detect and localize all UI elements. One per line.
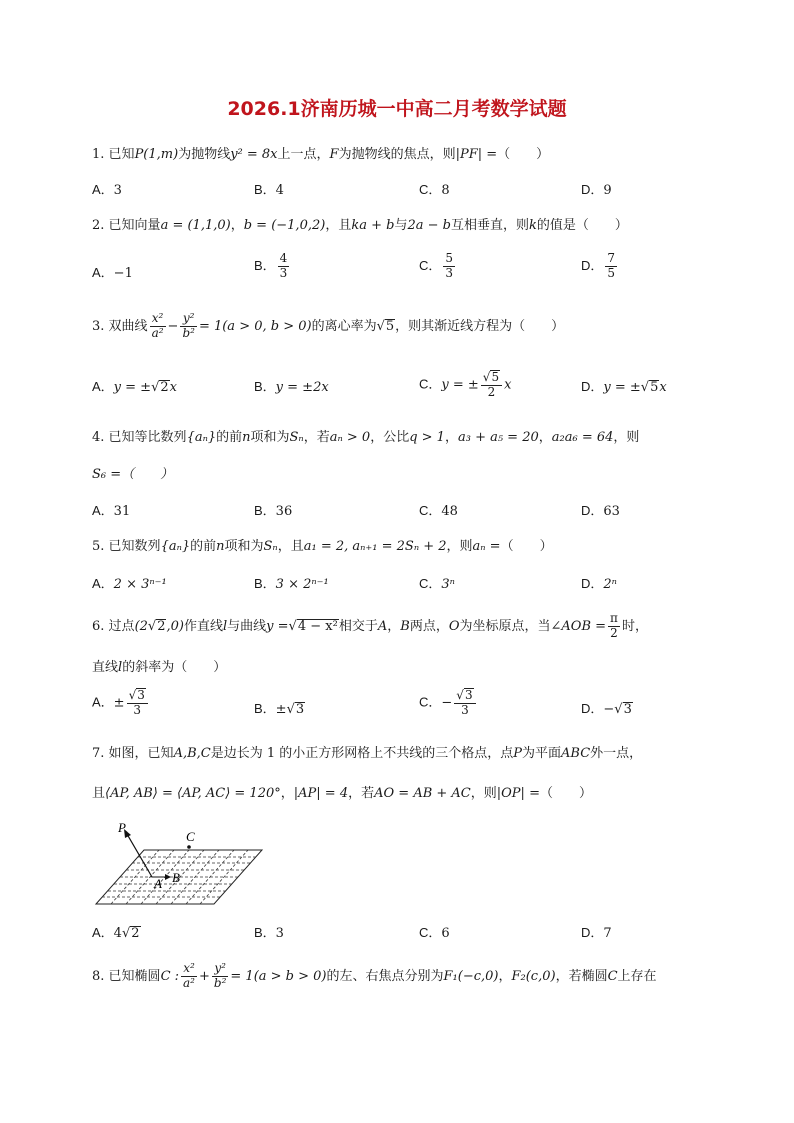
- q4-text: 的前: [216, 430, 243, 445]
- option-d: D．7: [581, 925, 612, 941]
- question-7-line2: 且⟨AP, AB⟩ = ⟨AP, AC⟩ = 120°，|AP| = 4，若AO = AB + AC，则|OP| =（ ）: [92, 786, 592, 801]
- option-a: A．2 × 3ⁿ⁻¹: [92, 576, 167, 592]
- option-c: C．3ⁿ: [419, 576, 455, 592]
- option-a: A．−1: [92, 265, 133, 281]
- grid-figure: [92, 820, 272, 912]
- q4-cond: a₂a₆ = 64: [551, 430, 614, 445]
- question-number: 1.: [92, 147, 105, 162]
- q5-cond: a₁ = 2, aₙ₊₁ = 2Sₙ + 2: [303, 539, 447, 554]
- q4-text: 已知等比数列: [108, 430, 187, 445]
- option-d: D．y = ±√5x: [581, 379, 667, 395]
- q4-line2: S₆ =（ ）: [92, 467, 174, 482]
- question-5: [92, 535, 553, 554]
- q1-curve: y² = 8x: [230, 147, 278, 162]
- q1-text: 已知: [108, 147, 135, 162]
- q4-cond: q > 1: [409, 430, 445, 445]
- question-3: 3. 双曲线 $\frac{\text{x²}}{\text{a²}}$ − $\frac{\text{y²}}{\text{b²}}$ = 1(a > 0, b > 0)的离心率为√5，则其渐近线方程为（ ）: [92, 311, 565, 340]
- q7-abs-ap: |AP| = 4: [293, 786, 349, 801]
- question-6: 6. 过点(2√2,0)作直线l与曲线y =√4 − x²相交于A，B两点，O为坐标原点，当∠AOB = $\frac{\pi}{2}$ 时，: [92, 611, 648, 640]
- q4-text: 项和为: [250, 430, 290, 445]
- q1-text: 上一点，: [277, 147, 330, 162]
- option-a: A．3: [92, 182, 122, 198]
- arrow-head-b: [165, 874, 171, 880]
- q5-text: ，且: [277, 539, 304, 554]
- q3-condition: = 1(a > 0, b > 0): [198, 318, 312, 334]
- q4-text: ，公比: [370, 430, 410, 445]
- question-number: 5.: [92, 539, 105, 554]
- option-c: C．6: [419, 925, 450, 941]
- q8-condition: = 1(a > b > 0): [230, 968, 327, 984]
- q3-root: 5: [385, 318, 395, 334]
- question-2: [92, 214, 628, 233]
- q2-expr: 2a − b: [407, 218, 451, 233]
- q2-k: k: [528, 218, 537, 233]
- q6-text: 相交于: [338, 618, 378, 634]
- q2-text: 已知向量: [108, 218, 161, 233]
- q4-text: ，则: [613, 430, 640, 445]
- question-number: 3.: [92, 318, 105, 334]
- q5-paren: （ ）: [500, 539, 553, 554]
- q8-focus-left: F₁(−c,0): [443, 968, 499, 984]
- q3-text: 双曲线: [108, 318, 148, 334]
- q2-text: 的值是（ ）: [536, 218, 628, 233]
- q2-text: ，且: [325, 218, 352, 233]
- q5-text: 的前: [190, 539, 217, 554]
- q2-vector-a: a = (1,1,0): [160, 218, 231, 233]
- option-a: A．y = ±√2x: [92, 379, 177, 395]
- q5-an: aₙ =: [472, 539, 501, 554]
- q1-paren: （ ）: [497, 147, 550, 162]
- option-d: D． $\frac{7}{5}$: [581, 251, 616, 280]
- q4-sum: Sₙ: [289, 430, 304, 445]
- q5-text: ，则: [446, 539, 473, 554]
- q2-text: 互相垂直，则: [450, 218, 529, 233]
- q6-text: 过点: [108, 618, 135, 634]
- question-4-line2: [92, 463, 173, 482]
- q2-text: 与: [394, 218, 408, 233]
- q6-text: 与曲线: [227, 618, 267, 634]
- q4-n: n: [242, 430, 251, 445]
- option-a: A．4√2: [92, 925, 140, 941]
- option-c: C．− $\frac{√3}{3}$: [419, 688, 478, 718]
- q3-text: ，则其渐近线方程为（ ）: [395, 318, 565, 334]
- question-7: 7. 如图，已知A,B,C是边长为 1 的小正方形网格上不共线的三个格点，点P为平面ABC外一点，: [92, 746, 643, 761]
- q1-focus: F: [329, 147, 339, 162]
- q8-focus-right: F₂(c,0): [511, 968, 556, 984]
- option-a: A．31: [92, 503, 131, 519]
- q6-text: 时，: [621, 618, 648, 634]
- q4-sequence: {aₙ}: [186, 430, 217, 445]
- question-number: 2.: [92, 218, 105, 233]
- q5-n: n: [216, 539, 225, 554]
- option-b: B．4: [254, 182, 284, 198]
- q7-angle: ⟨AP, AB⟩ = ⟨AP, AC⟩ = 120°: [105, 786, 281, 801]
- option-c: C．48: [419, 503, 458, 519]
- q4-text: ，: [444, 430, 458, 445]
- option-d: D．9: [581, 182, 612, 198]
- q7-vector-eq: AO = AB + AC: [374, 786, 471, 801]
- point-c: [187, 845, 191, 849]
- q4-text: ，若: [303, 430, 330, 445]
- q3-text: 的离心率为: [311, 318, 377, 334]
- option-b: B．y = ±2x: [254, 379, 329, 395]
- option-b: B．3: [254, 925, 284, 941]
- q1-text: 为抛物线: [178, 147, 231, 162]
- q4-text: ，: [538, 430, 552, 445]
- option-d: D．−√3: [581, 701, 632, 717]
- q1-abs: |PF| =: [455, 147, 498, 162]
- option-b: B． $\frac{4}{3}$: [254, 251, 288, 280]
- question-6-line2: 直线l的斜率为（ ）: [92, 660, 227, 675]
- q2-text: ，: [230, 218, 244, 233]
- page-title: 2026.1济南历城一中高二月考数学试题: [227, 98, 567, 120]
- question-number: 4.: [92, 430, 105, 445]
- q2-vector-b: b = (−1,0,2): [243, 218, 326, 233]
- q6-text: 两点，: [409, 618, 449, 634]
- option-a: A．± $\frac{√3}{3}$: [92, 688, 150, 718]
- option-b: B．3 × 2ⁿ⁻¹: [254, 576, 329, 592]
- q4-cond: a₃ + a₅ = 20: [457, 430, 539, 445]
- question-1: [92, 143, 549, 162]
- q5-text: 项和为: [224, 539, 264, 554]
- option-c: C．y = ± $\frac{√5}{2}$ x: [419, 370, 512, 399]
- q6-text: 为坐标原点，当: [459, 618, 551, 634]
- label-a: A: [154, 876, 162, 891]
- label-p: P: [118, 820, 126, 835]
- q5-sum: Sₙ: [263, 539, 278, 554]
- q6-text: 作直线: [183, 618, 223, 634]
- option-b: B．36: [254, 503, 293, 519]
- q2-expr: ka + b: [351, 218, 395, 233]
- label-b: B: [172, 870, 180, 885]
- vector-ap: [127, 834, 152, 877]
- q7-abs-op: |OP| =: [496, 786, 540, 801]
- question-number: 7.: [92, 746, 105, 761]
- option-d: D．2ⁿ: [581, 576, 617, 592]
- q5-sequence: {aₙ}: [160, 539, 191, 554]
- option-d: D．63: [581, 503, 620, 519]
- q5-text: 已知数列: [108, 539, 161, 554]
- q1-text: 为抛物线的焦点，则: [338, 147, 456, 162]
- q4-cond: aₙ > 0: [329, 430, 371, 445]
- question-4: [92, 426, 639, 445]
- option-c: C．8: [419, 182, 450, 198]
- label-c: C: [186, 829, 195, 844]
- option-b: B．±√3: [254, 701, 305, 717]
- q1-point: P(1,m): [134, 147, 179, 162]
- question-number: 8.: [92, 968, 105, 984]
- question-8: 8. 已知椭圆C : $\frac{\text{x²}}{\text{a²}}$ + $\frac{\text{y²}}{\text{b²}}$ = 1(a > b > 0)的左、右焦点分别为F₁(−c,0)，F₂(c,0)，若椭圆C上存在: [92, 961, 657, 990]
- option-c: C． $\frac{5}{3}$: [419, 251, 454, 280]
- question-number: 6.: [92, 618, 105, 634]
